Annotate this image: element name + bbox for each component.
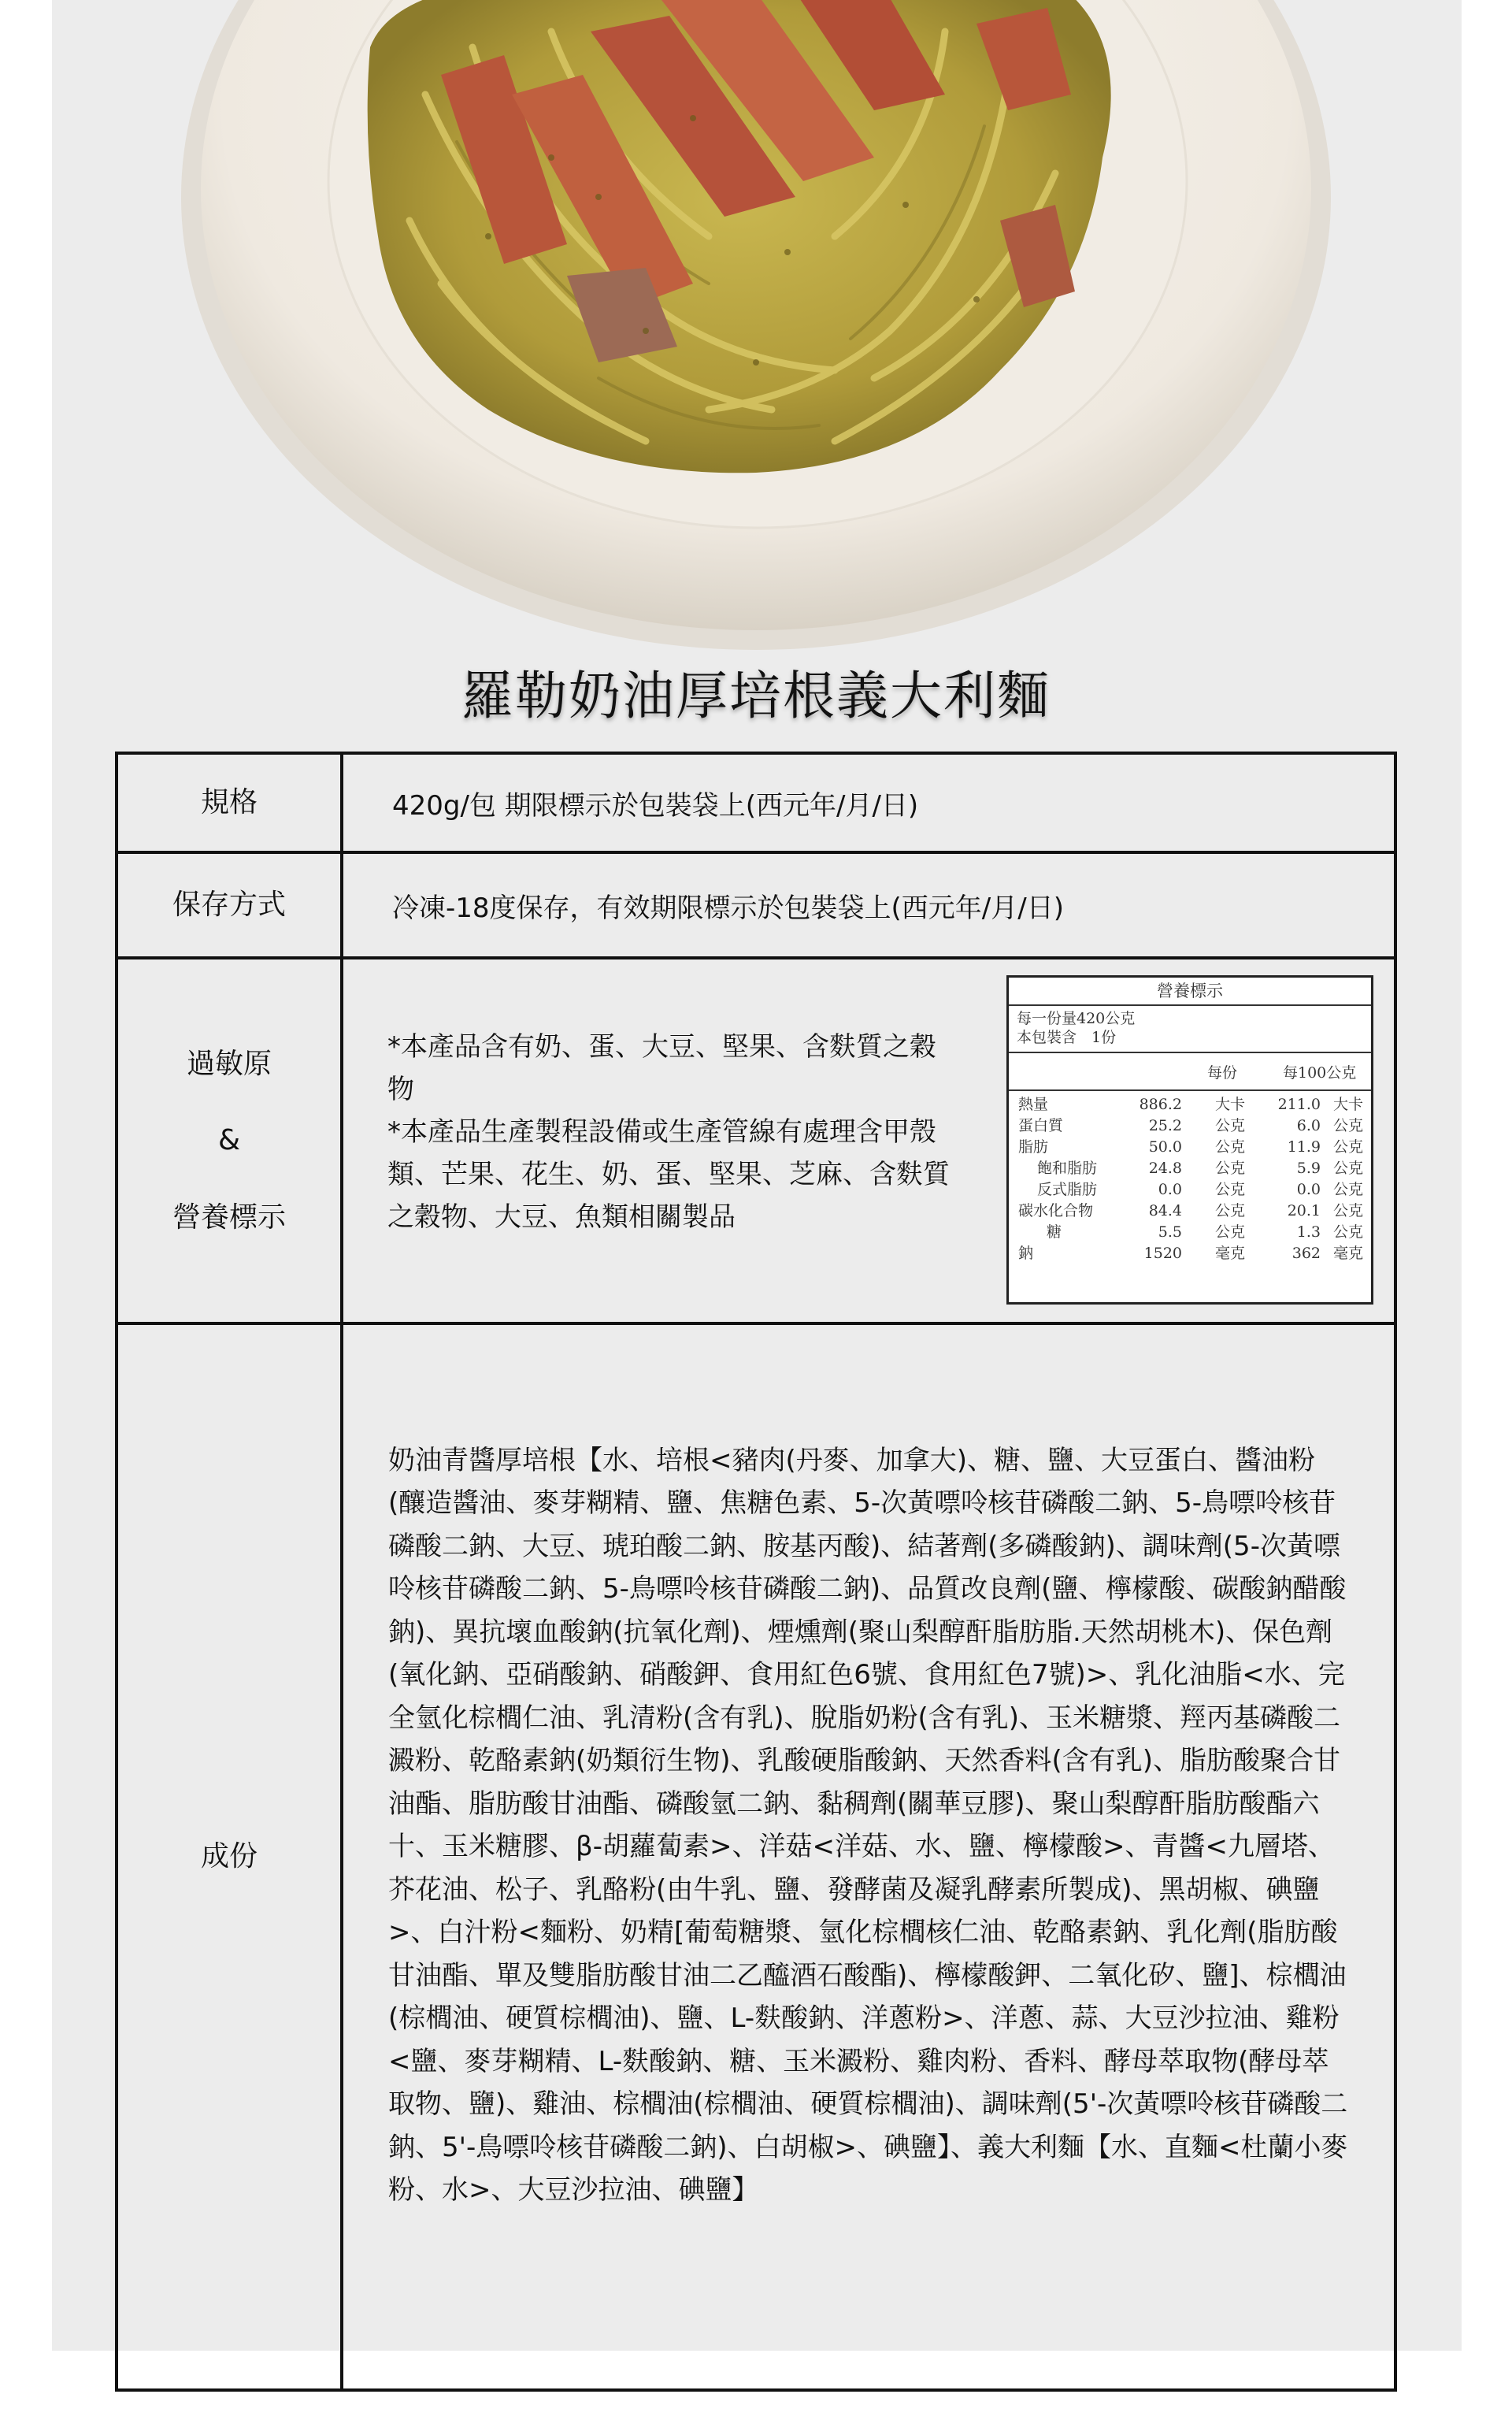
per-100g-value: 20.1 xyxy=(1287,1202,1321,1219)
per-100g-value: 11.9 xyxy=(1287,1138,1321,1156)
per-100g-value: 211.0 xyxy=(1277,1096,1321,1113)
per-100g-unit: 公克 xyxy=(1333,1202,1364,1219)
serving-info xyxy=(1009,1006,1371,1053)
nutrition-label-line: 營養標示 xyxy=(172,1201,286,1234)
nutrition-row xyxy=(1015,1115,1365,1137)
nutrition-row xyxy=(1015,1243,1365,1264)
nutrient-name: 反式脂肪 xyxy=(1037,1181,1098,1198)
nutrition-rows xyxy=(1009,1091,1371,1268)
per-serving-value: 886.2 xyxy=(1139,1096,1182,1113)
per-serving-unit: 公克 xyxy=(1215,1117,1246,1134)
per-serving-unit: 大卡 xyxy=(1215,1096,1246,1113)
allergen-text xyxy=(387,1026,962,1238)
per-serving-unit: 公克 xyxy=(1215,1223,1246,1241)
nutrient-name: 糖 xyxy=(1047,1223,1062,1241)
nutrient-name: 熱量 xyxy=(1018,1096,1049,1113)
per-100g-value: 6.0 xyxy=(1296,1117,1321,1134)
per-serving-value: 5.5 xyxy=(1158,1223,1182,1241)
nutrition-row xyxy=(1015,1137,1365,1158)
per-serving-header: 每份 xyxy=(1207,1064,1238,1082)
per-100g-unit: 公克 xyxy=(1333,1160,1364,1177)
nutrition-column-headers xyxy=(1009,1053,1371,1091)
nutrition-row xyxy=(1015,1222,1365,1243)
allergen-row xyxy=(117,958,1395,1323)
per-100g-value: 1.3 xyxy=(1296,1223,1321,1241)
allergen-content xyxy=(342,958,1395,1323)
nutrition-row xyxy=(1015,1094,1365,1115)
nutrient-name: 碳水化合物 xyxy=(1018,1202,1094,1219)
serving-size: 每一份量420公克 xyxy=(1017,1010,1136,1027)
per-serving-unit: 公克 xyxy=(1215,1138,1246,1156)
cross-contact-statement: *本產品生產製程設備或生產管線有處理含甲殼類、芒果、花生、奶、蛋、堅果、芝麻、含麩質之穀物、大豆、魚類相關製品 xyxy=(387,1116,950,1233)
per-serving-value: 50.0 xyxy=(1148,1138,1182,1156)
per-serving-unit: 公克 xyxy=(1215,1202,1246,1219)
pasta-plate-image xyxy=(0,0,1512,654)
per-serving-value: 0.0 xyxy=(1158,1181,1182,1198)
per-100g-unit: 公克 xyxy=(1333,1117,1364,1134)
per-serving-unit: 公克 xyxy=(1215,1181,1246,1198)
spec-value: 420g/包 期限標示於包裝袋上(西元年/月/日) xyxy=(342,753,1395,852)
servings-per-pack: 本包裝含 1份 xyxy=(1017,1029,1117,1046)
per-100g-unit: 公克 xyxy=(1333,1138,1364,1156)
per-100g-unit: 毫克 xyxy=(1333,1245,1364,1262)
allergen-statement: *本產品含有奶、蛋、大豆、堅果、含麩質之穀物 xyxy=(387,1031,936,1105)
per-100g-unit: 公克 xyxy=(1333,1181,1364,1198)
nutrient-name: 鈉 xyxy=(1018,1245,1034,1262)
storage-label: 保存方式 xyxy=(117,852,342,958)
nutrient-name: 蛋白質 xyxy=(1018,1117,1064,1134)
dish-photo xyxy=(0,0,1512,654)
per-serving-unit: 公克 xyxy=(1215,1160,1246,1177)
storage-value: 冷凍-18度保存，有效期限標示於包裝袋上(西元年/月/日) xyxy=(342,852,1395,958)
allergen-label-ampersand: & xyxy=(217,1124,241,1157)
nutrient-name: 飽和脂肪 xyxy=(1037,1160,1098,1177)
ingredients-label: 成份 xyxy=(117,1323,342,2390)
ingredients-text: 奶油青醬厚培根【水、培根<豬肉(丹麥、加拿大)、糖、鹽、大豆蛋白、醬油粉(釀造醬油、麥芽糊精、鹽、焦糖色素、5-次黃嘌呤核苷磷酸二鈉、5-鳥嘌呤核苷磷酸二鈉、大豆、琥珀酸二鈉、胺基丙酸)、結著劑(多磷酸鈉)、調味劑(5-次黃嘌呤核苷磷酸二鈉、5-鳥嘌呤核苷磷酸二鈉)、品質改良劑(鹽、檸檬酸、碳酸鈉醋酸鈉)、異抗壞血酸鈉(抗氧化劑)、煙燻劑(聚山梨醇酐脂肪脂.天然胡桃木)、保色劑(氧化鈉、亞硝酸鈉、硝酸鉀、食用紅色6號、食用紅色7號)>、乳化油脂<水、完全氫化棕櫚仁油、乳清粉(含有乳)、脫脂奶粉(含有乳)、玉米糖漿、羥丙基磷酸二澱粉、乾酪素鈉(奶類衍生物)、乳酸硬脂酸鈉、天然香料(含有乳)、脂肪酸聚合甘油酯、脂肪酸甘油酯、磷酸氫二鈉、黏稠劑(關華豆膠)、聚山梨醇酐脂肪酸酯六十、玉米糖膠、β-胡蘿蔔素>、洋菇<洋菇、水、鹽、檸檬酸>、青醬<九層塔、芥花油、松子、乳酪粉(由牛乳、鹽、發酵菌及凝乳酵素所製成)、黑胡椒、碘鹽>、白汁粉<麵粉、奶精[葡萄糖漿、氫化棕櫚核仁油、乾酪素鈉、乳化劑(脂肪酸甘油酯、單及雙脂肪酸甘油二乙醯酒石酸酯)、檸檬酸鉀、二氧化矽、鹽]、棕櫚油(棕櫚油、硬質棕櫚油)、鹽、L-麩酸鈉、洋蔥粉>、洋蔥、蒜、大豆沙拉油、雞粉<鹽、麥芽糊精、L-麩酸鈉、糖、玉米澱粉、雞肉粉、香料、酵母萃取物(酵母萃取物、鹽)、雞油、棕櫚油(棕櫚油、硬質棕櫚油)、調味劑(5'-次黃嘌呤核苷磷酸二鈉、5'-鳥嘌呤核苷磷酸二鈉)、白胡椒>、碘鹽】、義大利麵【水、直麵<杜蘭小麥粉、水>、大豆沙拉油、碘鹽】 xyxy=(388,1444,1348,2206)
nutrition-facts-label xyxy=(1006,975,1373,1305)
nutrition-row xyxy=(1015,1201,1365,1222)
nutrition-heading: 營養標示 xyxy=(1009,978,1371,1006)
per-100g-header: 每100公克 xyxy=(1283,1064,1357,1082)
allergen-label-line1: 過敏原 xyxy=(186,1047,272,1080)
nutrient-name: 脂肪 xyxy=(1018,1138,1049,1156)
ingredients-row xyxy=(117,1323,1395,2390)
per-100g-unit: 公克 xyxy=(1333,1223,1364,1241)
per-serving-value: 25.2 xyxy=(1148,1117,1182,1134)
per-100g-value: 0.0 xyxy=(1296,1181,1321,1198)
spec-row xyxy=(117,753,1395,852)
per-serving-unit: 毫克 xyxy=(1215,1245,1246,1262)
per-100g-value: 362 xyxy=(1292,1245,1321,1262)
per-serving-value: 24.8 xyxy=(1148,1160,1182,1177)
storage-row xyxy=(117,852,1395,958)
per-100g-value: 5.9 xyxy=(1296,1160,1321,1177)
product-spec-table xyxy=(115,752,1397,2392)
spec-label: 規格 xyxy=(117,753,342,852)
per-100g-unit: 大卡 xyxy=(1333,1096,1364,1113)
nutrition-row xyxy=(1015,1179,1365,1201)
allergen-label xyxy=(117,958,342,1323)
nutrition-row xyxy=(1015,1158,1365,1179)
ingredients-content xyxy=(342,1323,1395,2390)
per-serving-value: 84.4 xyxy=(1148,1202,1182,1219)
page-title: 羅勒奶油厚培根義大利麵 xyxy=(461,666,1051,726)
per-serving-value: 1520 xyxy=(1143,1245,1182,1262)
